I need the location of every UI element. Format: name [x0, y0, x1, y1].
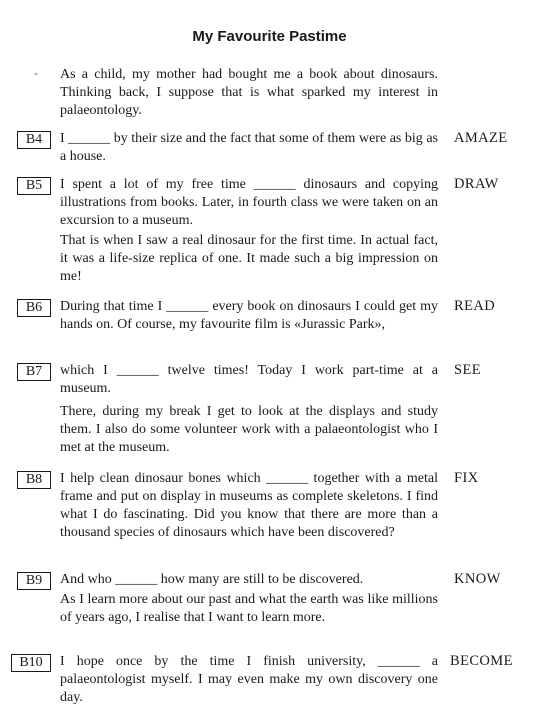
task-number-box: B10 — [11, 654, 51, 672]
task-number-box: B5 — [17, 177, 51, 195]
task-text: And who ______ how many are still to be discovered. — [60, 572, 364, 587]
task-keyword: SEE — [454, 362, 481, 378]
task-text-continued: There, during my break I get to look at the displays and study them. I also do some volunteer work with a palaeontologist who I met at the museum. — [60, 404, 438, 455]
task-text-continued: That is when I saw a real dinosaur for the first time. In actual fact, it was a life-size replica of one. It made such a big impression on me! — [60, 233, 438, 284]
task-keyword: FIX — [454, 470, 479, 486]
task-keyword: BECOME — [450, 653, 513, 669]
task-keyword: DRAW — [454, 176, 499, 192]
task-keyword: AMAZE — [454, 130, 508, 146]
task-text-continued: As I learn more about our past and what the earth was like millions of years ago, I realise that I want to learn more. — [60, 592, 438, 625]
task-number-box: B7 — [17, 363, 51, 381]
task-keyword: READ — [454, 298, 496, 314]
intro-mark: - — [34, 66, 38, 80]
task-text: I ______ by their size and the fact that some of them were as big as a house. — [60, 131, 438, 164]
intro-text: As a child, my mother had bought me a book about dinosaurs. Thinking back, I suppose that is what sparked my interest in palaeontology. — [60, 67, 438, 118]
task-number-box: B9 — [17, 572, 51, 590]
task-number-box: B6 — [17, 299, 51, 317]
task-number-box: B4 — [17, 131, 51, 149]
task-text: which I ______ twelve times! Today I work part-time at a museum. — [60, 363, 438, 396]
task-text: During that time I ______ every book on dinosaurs I could get my hands on. Of course, my favourite film is «Jurassic Park», — [60, 299, 438, 332]
task-text: I hope once by the time I finish university, ______ a palaeontologist myself. I may even make my own discovery one day. — [60, 654, 438, 705]
page-title: My Favourite Pastime — [192, 28, 347, 45]
task-keyword: KNOW — [454, 571, 501, 587]
task-text: I help clean dinosaur bones which ______ together with a metal frame and put on display in museums as complete skeletons. I find what I do fascinating. Did you know that there are more than a thousand species of dinosaurs which have been discovered? — [60, 471, 438, 540]
task-number-box: B8 — [17, 471, 51, 489]
task-text: I spent a lot of my free time ______ dinosaurs and copying illustrations from books. Later, in fourth class we were taken on an excursion to a museum. — [60, 177, 438, 228]
